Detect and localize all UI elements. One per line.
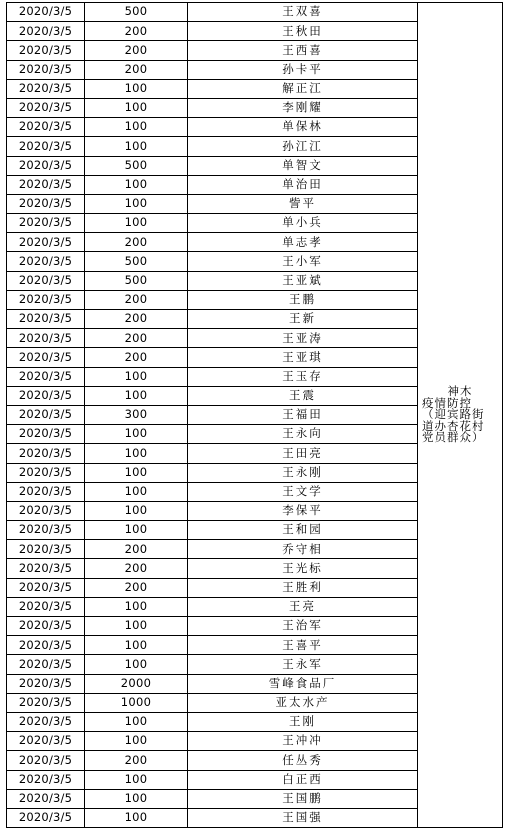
amount-cell: 100: [85, 214, 188, 233]
date-cell: 2020/3/5: [7, 751, 85, 770]
amount-cell: 200: [85, 60, 188, 79]
amount-cell: 100: [85, 482, 188, 501]
amount-cell: 200: [85, 578, 188, 597]
donor-name-cell: 王小军: [188, 252, 418, 271]
date-cell: 2020/3/5: [7, 463, 85, 482]
donor-name-cell: 王和园: [188, 521, 418, 540]
donor-name-cell: 王秋田: [188, 22, 418, 41]
amount-cell: 1000: [85, 693, 188, 712]
date-cell: 2020/3/5: [7, 175, 85, 194]
amount-cell: 100: [85, 367, 188, 386]
date-cell: 2020/3/5: [7, 41, 85, 60]
donor-name-cell: 王亮: [188, 597, 418, 616]
donor-name-cell: 王光标: [188, 559, 418, 578]
amount-cell: 100: [85, 712, 188, 731]
amount-cell: 200: [85, 751, 188, 770]
amount-cell: 200: [85, 348, 188, 367]
amount-cell: 200: [85, 329, 188, 348]
amount-cell: 500: [85, 156, 188, 175]
remark-line: 疫情防控: [422, 395, 472, 410]
amount-cell: 100: [85, 732, 188, 751]
amount-cell: 100: [85, 789, 188, 808]
amount-cell: 500: [85, 252, 188, 271]
amount-cell: 100: [85, 175, 188, 194]
donor-name-cell: 訾平: [188, 194, 418, 213]
donor-name-cell: 单保林: [188, 118, 418, 137]
donor-name-cell: 王鹏: [188, 290, 418, 309]
amount-cell: 100: [85, 194, 188, 213]
date-cell: 2020/3/5: [7, 636, 85, 655]
date-cell: 2020/3/5: [7, 233, 85, 252]
donor-name-cell: 王冲冲: [188, 732, 418, 751]
donor-name-cell: 乔守相: [188, 540, 418, 559]
amount-cell: 100: [85, 521, 188, 540]
date-cell: 2020/3/5: [7, 252, 85, 271]
donation-table-body: [7, 3, 503, 828]
donor-name-cell: 任丛秀: [188, 751, 418, 770]
donor-name-cell: 解正江: [188, 79, 418, 98]
date-cell: 2020/3/5: [7, 329, 85, 348]
date-cell: 2020/3/5: [7, 156, 85, 175]
date-cell: 2020/3/5: [7, 118, 85, 137]
remark-line: （迎宾路街: [422, 407, 485, 422]
amount-cell: 500: [85, 3, 188, 22]
amount-cell: 100: [85, 636, 188, 655]
date-cell: 2020/3/5: [7, 3, 85, 22]
date-cell: 2020/3/5: [7, 98, 85, 117]
date-cell: 2020/3/5: [7, 521, 85, 540]
donor-name-cell: 李保平: [188, 501, 418, 520]
donor-name-cell: 王福田: [188, 405, 418, 424]
donor-name-cell: 单智文: [188, 156, 418, 175]
date-cell: 2020/3/5: [7, 674, 85, 693]
donor-name-cell: 王胜利: [188, 578, 418, 597]
donor-name-cell: 王喜平: [188, 636, 418, 655]
date-cell: 2020/3/5: [7, 578, 85, 597]
date-cell: 2020/3/5: [7, 540, 85, 559]
date-cell: 2020/3/5: [7, 137, 85, 156]
date-cell: 2020/3/5: [7, 310, 85, 329]
remark-line: 神木: [447, 384, 473, 399]
donor-name-cell: 王亚琪: [188, 348, 418, 367]
date-cell: 2020/3/5: [7, 770, 85, 789]
date-cell: 2020/3/5: [7, 348, 85, 367]
date-cell: 2020/3/5: [7, 789, 85, 808]
amount-cell: 200: [85, 310, 188, 329]
remark-cell: [418, 3, 503, 828]
donor-name-cell: 王治军: [188, 617, 418, 636]
amount-cell: 200: [85, 233, 188, 252]
remark-line: 道办杏花村: [422, 418, 485, 433]
donor-name-cell: 王永向: [188, 425, 418, 444]
donor-name-cell: 王国鹏: [188, 789, 418, 808]
date-cell: 2020/3/5: [7, 693, 85, 712]
donor-name-cell: 王永刚: [188, 463, 418, 482]
donor-name-cell: 王西喜: [188, 41, 418, 60]
donor-name-cell: 王亚斌: [188, 271, 418, 290]
donor-name-cell: 王刚: [188, 712, 418, 731]
donor-name-cell: 单治田: [188, 175, 418, 194]
amount-cell: 200: [85, 22, 188, 41]
date-cell: 2020/3/5: [7, 732, 85, 751]
amount-cell: 200: [85, 290, 188, 309]
amount-cell: 200: [85, 559, 188, 578]
date-cell: 2020/3/5: [7, 60, 85, 79]
donor-name-cell: 白正西: [188, 770, 418, 789]
date-cell: 2020/3/5: [7, 290, 85, 309]
amount-cell: 100: [85, 425, 188, 444]
donor-name-cell: 王双喜: [188, 3, 418, 22]
amount-cell: 100: [85, 770, 188, 789]
amount-cell: 100: [85, 118, 188, 137]
donation-table: [6, 2, 503, 828]
date-cell: 2020/3/5: [7, 22, 85, 41]
donor-name-cell: 王永军: [188, 655, 418, 674]
date-cell: 2020/3/5: [7, 501, 85, 520]
amount-cell: 100: [85, 386, 188, 405]
amount-cell: 100: [85, 655, 188, 674]
amount-cell: 100: [85, 98, 188, 117]
donor-name-cell: 孙卡平: [188, 60, 418, 79]
donor-name-cell: 王玉存: [188, 367, 418, 386]
amount-cell: 200: [85, 41, 188, 60]
amount-cell: 100: [85, 597, 188, 616]
amount-cell: 300: [85, 405, 188, 424]
amount-cell: 200: [85, 540, 188, 559]
amount-cell: 100: [85, 617, 188, 636]
date-cell: 2020/3/5: [7, 194, 85, 213]
date-cell: 2020/3/5: [7, 655, 85, 674]
donor-name-cell: 单小兵: [188, 214, 418, 233]
donor-name-cell: 雪峰食品厂: [188, 674, 418, 693]
amount-cell: 2000: [85, 674, 188, 693]
date-cell: 2020/3/5: [7, 597, 85, 616]
amount-cell: 100: [85, 501, 188, 520]
date-cell: 2020/3/5: [7, 79, 85, 98]
date-cell: 2020/3/5: [7, 271, 85, 290]
table-row: [7, 3, 503, 22]
date-cell: 2020/3/5: [7, 367, 85, 386]
donor-name-cell: 亚太水产: [188, 693, 418, 712]
date-cell: 2020/3/5: [7, 559, 85, 578]
amount-cell: 100: [85, 463, 188, 482]
date-cell: 2020/3/5: [7, 482, 85, 501]
date-cell: 2020/3/5: [7, 617, 85, 636]
amount-cell: 100: [85, 137, 188, 156]
donor-name-cell: 王震: [188, 386, 418, 405]
date-cell: 2020/3/5: [7, 405, 85, 424]
amount-cell: 100: [85, 444, 188, 463]
donor-name-cell: 单志孝: [188, 233, 418, 252]
date-cell: 2020/3/5: [7, 444, 85, 463]
donor-name-cell: 王新: [188, 310, 418, 329]
amount-cell: 100: [85, 79, 188, 98]
donor-name-cell: 王文学: [188, 482, 418, 501]
date-cell: 2020/3/5: [7, 425, 85, 444]
date-cell: 2020/3/5: [7, 808, 85, 827]
amount-cell: 100: [85, 808, 188, 827]
date-cell: 2020/3/5: [7, 214, 85, 233]
donor-name-cell: 王亚涛: [188, 329, 418, 348]
donor-name-cell: 孙江江: [188, 137, 418, 156]
remark-line: 党员群众）: [422, 430, 485, 445]
date-cell: 2020/3/5: [7, 712, 85, 731]
donor-name-cell: 王田亮: [188, 444, 418, 463]
amount-cell: 500: [85, 271, 188, 290]
date-cell: 2020/3/5: [7, 386, 85, 405]
donor-name-cell: 李刚耀: [188, 98, 418, 117]
donor-name-cell: 王国强: [188, 808, 418, 827]
